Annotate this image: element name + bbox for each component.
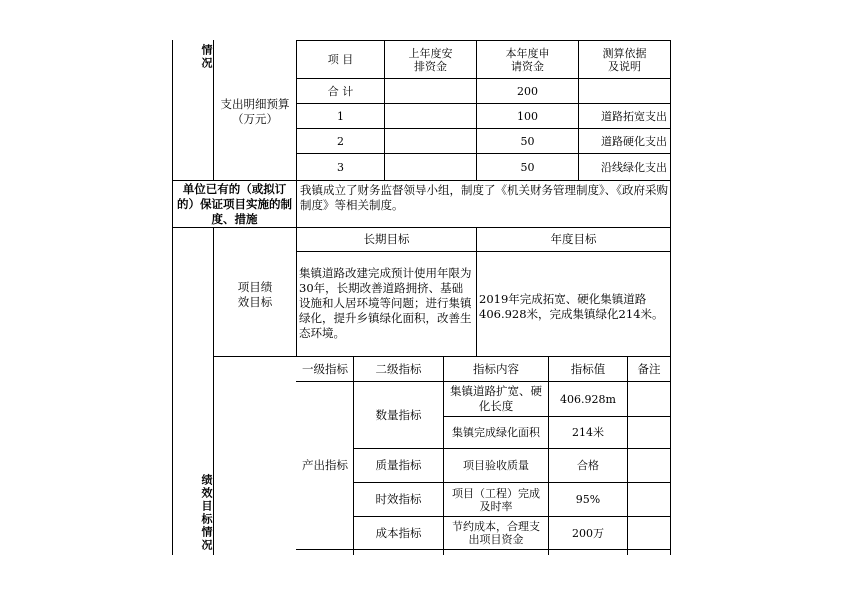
row-last-year <box>385 79 476 103</box>
long-term-header: 长期目标 <box>363 232 410 246</box>
quantity-content: 集镇完成绿化面积 <box>452 426 540 439</box>
row-basis: 道路拓宽支出 <box>601 109 667 123</box>
quantity-label: 数量指标 <box>375 407 422 422</box>
section-label-performance: 绩效目标情况 <box>200 473 213 552</box>
quality-value: 合格 <box>577 459 599 472</box>
guarantee-label: 单位已有的（或拟订的）保证项目实施的制度、措施 <box>177 181 292 226</box>
annual-header: 年度目标 <box>550 232 597 246</box>
timeliness-value: 95% <box>575 493 601 506</box>
indicator-header-content: 指标内容 <box>473 361 519 376</box>
cost-label: 成本指标 <box>375 525 422 540</box>
cost-content: 节约成本，合理支出项目资金 <box>452 520 540 546</box>
row-this-year: 200 <box>517 84 538 98</box>
indicator-header-level2: 二级指标 <box>375 361 422 376</box>
indicator-header-level1: 一级指标 <box>302 361 348 376</box>
cost-value: 200万 <box>572 526 604 540</box>
quantity-value: 406.928m <box>560 392 616 406</box>
row-this-year: 50 <box>520 134 535 148</box>
quantity-content: 集镇道路扩宽、硬化长度 <box>450 384 542 413</box>
row-last-year <box>385 104 476 128</box>
quantity-value: 214米 <box>572 426 604 439</box>
row-this-year: 100 <box>517 109 538 123</box>
guarantee-text: 我镇成立了财务监督领导小组，制度了《机关财务管理制度》、《政府采购制度》等相关制度。 <box>300 183 668 212</box>
section-label-situation: 情况 <box>200 44 213 70</box>
timeliness-label: 时效指标 <box>375 492 422 506</box>
quantity-note <box>628 417 670 448</box>
quality-label: 质量指标 <box>375 458 422 472</box>
annual-text: 2019年完成拓宽、硬化集镇道路406.928米，完成集镇绿化214米。 <box>479 292 664 321</box>
row-basis <box>579 79 670 103</box>
quality-content: 项目验收质量 <box>463 459 529 472</box>
row-last-year <box>385 129 476 153</box>
timeliness-note <box>628 483 670 516</box>
quality-note <box>628 449 670 482</box>
header-last-year: 上年度安排资金 <box>408 46 453 73</box>
expense-budget-label: 支出明细预算（万元） <box>220 97 290 126</box>
row-basis: 沿线绿化支出 <box>601 160 667 174</box>
indicator-header-value: 指标值 <box>570 361 606 376</box>
row-this-year: 50 <box>520 160 535 174</box>
header-basis: 测算依据及说明 <box>602 46 647 73</box>
level1-output: 产出指标 <box>302 457 348 472</box>
header-item: 项 目 <box>327 53 354 66</box>
row-item: 1 <box>337 109 344 123</box>
indicator-header-note: 备注 <box>637 361 661 376</box>
row-basis: 道路硬化支出 <box>601 134 667 148</box>
quantity-note <box>628 382 670 416</box>
goal-label: 项目绩效目标 <box>237 280 273 309</box>
row-item: 合 计 <box>327 84 354 98</box>
row-last-year <box>385 154 476 180</box>
header-this-year: 本年度申请资金 <box>505 46 550 73</box>
row-item: 2 <box>337 134 344 148</box>
cost-note <box>628 517 670 549</box>
row-item: 3 <box>337 160 344 174</box>
long-term-text: 集镇道路改建完成预计使用年限为30年，长期改善道路拥挤、基础设施和人居环境等问题；进行集镇绿化，提升乡镇绿化面积，改善生态环境。 <box>299 266 472 340</box>
timeliness-content: 项目（工程）完成及时率 <box>452 486 540 513</box>
